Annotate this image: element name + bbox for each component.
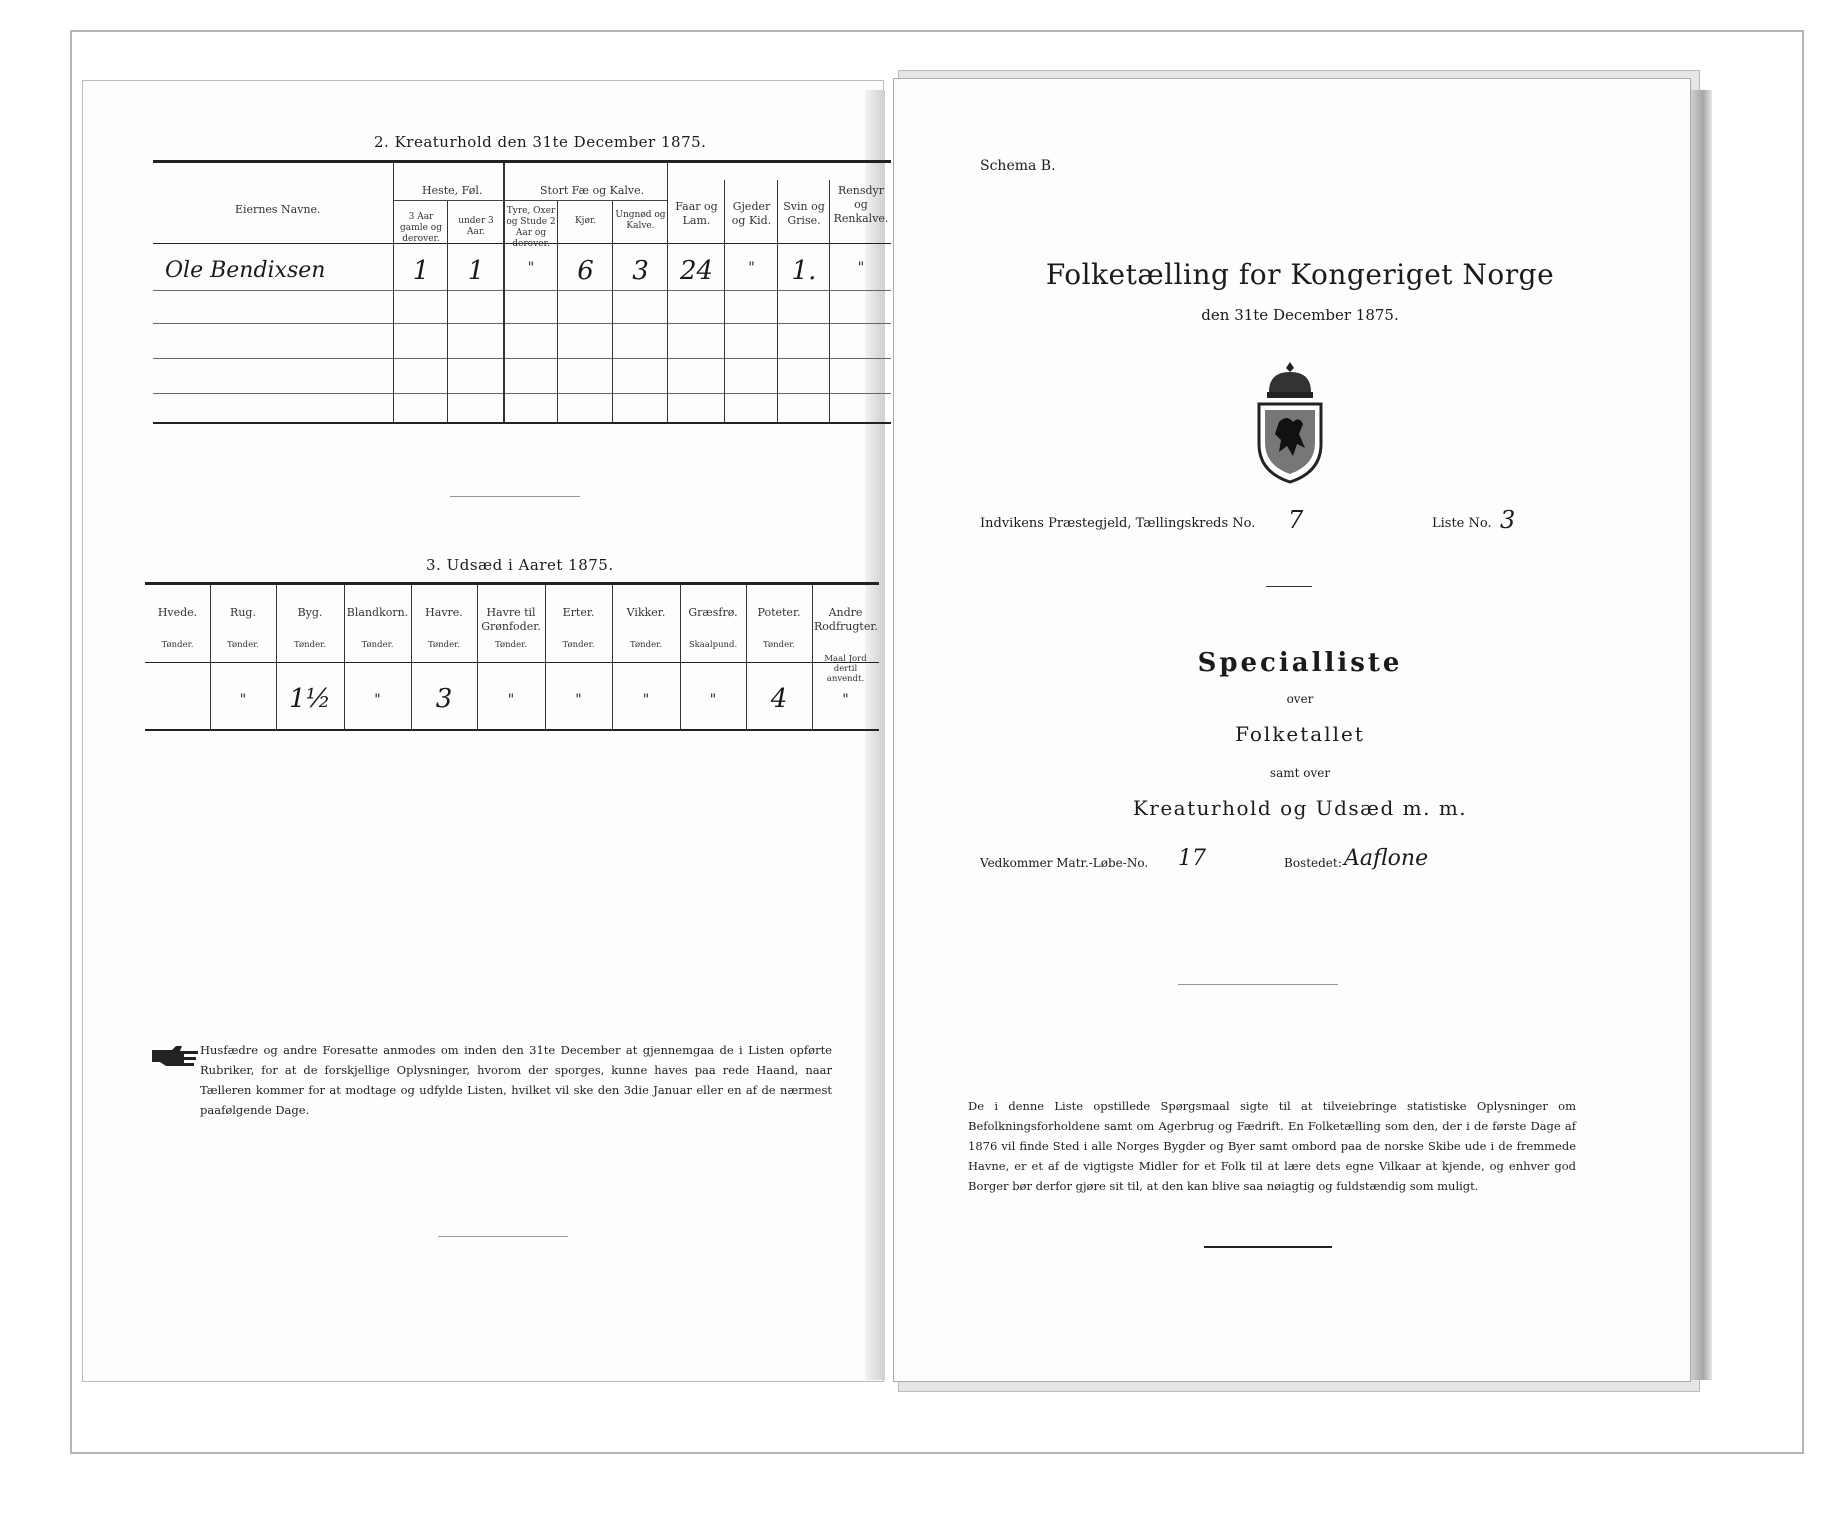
- matr-label: Vedkommer Matr.-Løbe-No.: [980, 856, 1149, 870]
- udsaed-value-9: 4: [770, 684, 788, 714]
- table2-bottom-rule: [153, 422, 891, 424]
- udsaed-unit-8: Skaalpund.: [688, 640, 738, 650]
- table2-col-line: [667, 163, 668, 422]
- explanatory-paragraph: De i denne Liste opstillede Spørgsmaal sigte til at tilveiebringe statistiske Oplysninger om Befolkningsforholdene samt om Agerbrug og Fædrift. En Folketælling som den, der i de første Dage af 1876 vil finde Sted i alle Norges Bygder og Byer samt ombord paa de norske Skibe ude i de fremmede Havne, er et af de vigtigste Midler for et Folk til at lære dets egne Vilkaar at kjende, og enhver god Borger bør derfor gjøre sit til, at den kan blive saa nøiagtig og fuldstændig som muligt.: [968, 1099, 1576, 1193]
- census-title: Folketælling for Kongeriget Norge: [1045, 258, 1555, 291]
- udsaed-value-5: ": [507, 692, 515, 708]
- table3-top-rule: [145, 582, 879, 585]
- header-faar: Faar og Lam.: [675, 200, 718, 227]
- udsaed-header-1: Rug.: [230, 606, 256, 619]
- value-heste-old: 1: [412, 256, 430, 286]
- udsaed-value-10: ": [842, 692, 849, 708]
- udsaed-header-0: Hvede.: [157, 606, 198, 619]
- pointing-hand-icon: [150, 1044, 200, 1072]
- udsaed-value-3: ": [374, 692, 381, 708]
- table2-row-line: [153, 290, 891, 291]
- divider-short: [1266, 586, 1312, 587]
- over-1: over: [1286, 692, 1314, 706]
- udsaed-unit-3: Tønder.: [361, 640, 394, 650]
- value-heste-young: 1: [467, 256, 485, 286]
- header-kjor: Kjør.: [574, 216, 597, 226]
- udsaed-value-4: 3: [435, 684, 453, 714]
- udsaed-value-2: 1½: [289, 684, 331, 714]
- kreds-number: 7: [1288, 506, 1304, 534]
- prestegjeld-label: Indvikens Præstegjeld, Tællingskreds No.: [980, 516, 1256, 531]
- table2-group-rule: [393, 200, 667, 201]
- value-tyre: ": [527, 260, 535, 276]
- value-faar: 24: [679, 256, 714, 286]
- folketallet-heading: Folketallet: [1235, 722, 1365, 746]
- table2-col-line: [724, 180, 725, 422]
- udsaed-unit-7: Tønder.: [630, 640, 662, 650]
- udsaed-value-6: ": [575, 692, 582, 708]
- table3-bottom-rule: [145, 729, 879, 731]
- header-heste-old: 3 Aar gamle og derover.: [400, 212, 442, 244]
- udsaed-value-1: ": [239, 692, 247, 708]
- udsaed-unit-5: Tønder.: [495, 640, 527, 650]
- udsaed-header-7: Vikker.: [626, 606, 666, 619]
- notice-text: Husfædre og andre Foresatte anmodes om inden den 31te December at gjennemgaa de i Listen opførte Rubriker, for at de forskjellige Oplysninger, hvorom der sporges, kunne haves paa rede Haand, naar Tælleren kommer for at modtage og udfylde Listen, hvilket vil ske den 3die Januar eller en af de nærmest paafølgende Dage.: [200, 1043, 832, 1117]
- header-tyre: Tyre, Oxer og Stude 2 Aar og derover.: [506, 206, 556, 249]
- section3-title: 3. Udsæd i Aaret 1875.: [426, 556, 614, 574]
- header-heste-young: under 3 Aar.: [458, 216, 494, 237]
- left-page-shadow: [865, 90, 885, 1380]
- udsaed-header-8: Græsfrø.: [688, 606, 738, 619]
- bostedet-value: Aaflone: [1344, 846, 1429, 871]
- table3-header-rule: [145, 662, 879, 663]
- table2-col-line: [447, 200, 448, 422]
- coat-of-arms-icon: [1249, 358, 1331, 490]
- table2-col-line: [393, 163, 394, 422]
- udsaed-header-2: Byg.: [297, 606, 323, 619]
- udsaed-unit-9: Tønder.: [763, 640, 795, 650]
- table2-top-rule: [153, 160, 891, 163]
- liste-label: Liste No.: [1432, 516, 1492, 531]
- udsaed-unit-2: Tønder.: [294, 640, 326, 650]
- value-svin: 1.: [791, 256, 817, 286]
- schema-label: Schema B.: [980, 158, 1056, 174]
- header-gjeder: Gjeder og Kid.: [731, 200, 772, 227]
- udsaed-unit-10: Maal Jord dertil anvendt.: [824, 654, 867, 684]
- value-ungnod: 3: [632, 256, 649, 286]
- table2-col-line: [829, 180, 830, 422]
- divider-mid: [1178, 984, 1338, 985]
- udsaed-unit-1: Tønder.: [227, 640, 259, 650]
- census-date: den 31te December 1875.: [1201, 306, 1399, 324]
- table2-row-line: [153, 393, 891, 394]
- right-page-edge: [1690, 90, 1712, 1380]
- table2-col-line: [777, 180, 778, 422]
- separator: [450, 496, 580, 497]
- table2-row-line: [153, 358, 891, 359]
- udsaed-header-10: Andre Rodfrugter.: [814, 606, 878, 633]
- header-eiernes-navne: Eiernes Navne.: [235, 203, 321, 216]
- bostedet-label: Bostedet:: [1284, 856, 1342, 870]
- value-gjeder: ": [748, 260, 755, 276]
- kreaturhold-heading: Kreaturhold og Udsæd m. m.: [1132, 796, 1468, 820]
- header-ungnod: Ungnød og Kalve.: [615, 210, 666, 231]
- table2-col-line: [557, 200, 558, 422]
- udsaed-header-6: Erter.: [562, 606, 595, 619]
- udsaed-value-7: ": [642, 692, 650, 708]
- header-stort-fae: Stort Fæ og Kalve.: [540, 184, 645, 197]
- header-heste-fol: Heste, Føl.: [422, 184, 483, 197]
- header-svin: Svin og Grise.: [783, 200, 825, 227]
- udsaed-header-4: Havre.: [425, 606, 463, 619]
- udsaed-header-5: Havre til Grønfoder.: [481, 606, 541, 633]
- matr-number: 17: [1178, 846, 1206, 871]
- divider-bottom: [1204, 1246, 1332, 1248]
- value-rensdyr: ": [857, 260, 865, 276]
- udsaed-value-8: ": [709, 692, 717, 708]
- owner-name: Ole Bendixsen: [165, 258, 326, 283]
- table2-col-line: [503, 163, 505, 422]
- liste-number: 3: [1500, 506, 1516, 534]
- udsaed-header-3: Blandkorn.: [346, 606, 409, 619]
- udsaed-header-9: Poteter.: [757, 606, 801, 619]
- header-rensdyr: Rensdyr og Renkalve.: [833, 184, 889, 225]
- value-kjor: 6: [577, 256, 594, 286]
- udsaed-unit-6: Tønder.: [562, 640, 595, 650]
- samt-over: samt over: [1269, 766, 1331, 780]
- table2-col-line: [612, 200, 613, 422]
- udsaed-unit-0: Tønder.: [161, 640, 194, 650]
- separator-bottom-left: [438, 1236, 568, 1237]
- section2-title: 2. Kreaturhold den 31te December 1875.: [374, 133, 707, 151]
- udsaed-unit-4: Tønder.: [428, 640, 460, 650]
- table2-row-line: [153, 323, 891, 324]
- speciallist-heading: Specialliste: [1197, 648, 1403, 678]
